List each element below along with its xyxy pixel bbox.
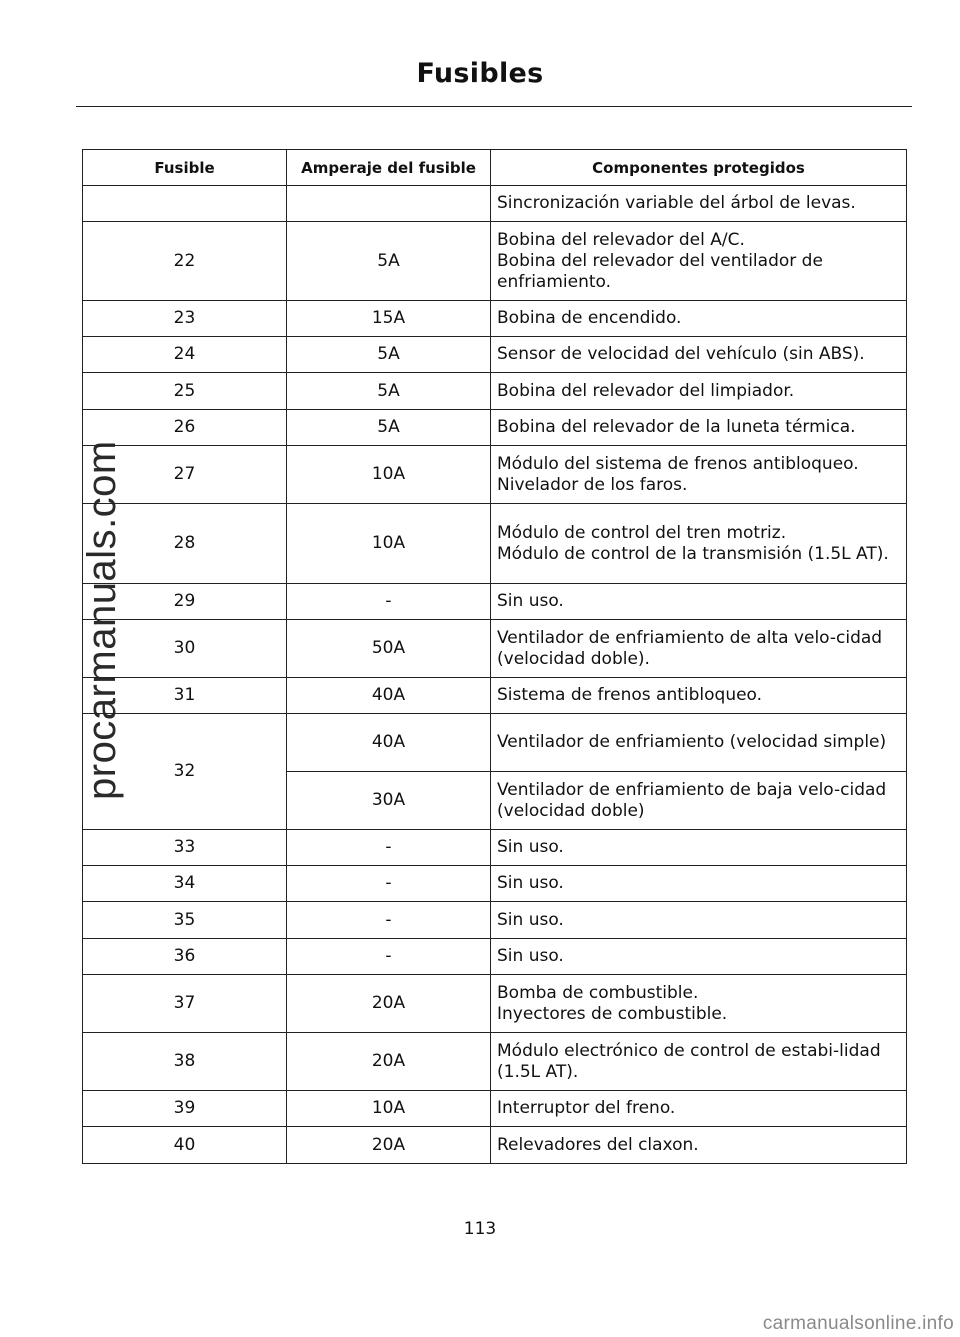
- fuse-number: 30: [83, 620, 287, 678]
- fuse-number: 33: [83, 830, 287, 866]
- protected-components: Módulo del sistema de frenos antibloqueo. Nivelador de los faros.: [491, 446, 907, 504]
- table-row: [83, 410, 907, 446]
- table-row: [83, 830, 907, 866]
- fuse-table: [82, 149, 907, 1164]
- table-row: [83, 620, 907, 678]
- table-row: [83, 504, 907, 584]
- fuse-number: 38: [83, 1033, 287, 1091]
- fuse-number: 23: [83, 301, 287, 337]
- protected-components: Bobina del relevador del A/C. Bobina del relevador del ventilador de enfriamiento.: [491, 222, 907, 301]
- fuse-number: 22: [83, 222, 287, 301]
- table-row: [83, 186, 907, 222]
- table-row: [83, 446, 907, 504]
- fuse-amperage: 10A: [287, 504, 491, 584]
- fuse-number: 40: [83, 1127, 287, 1164]
- side-watermark: procarmanuals.com: [80, 440, 124, 800]
- column-header-amperage: Amperaje del fusible: [287, 150, 491, 186]
- fuse-amperage: -: [287, 830, 491, 866]
- table-row: [83, 1033, 907, 1091]
- protected-components: Bomba de combustible. Inyectores de combustible.: [491, 975, 907, 1033]
- fuse-amperage: 50A: [287, 620, 491, 678]
- page-title: Fusibles: [416, 58, 544, 89]
- fuse-number: 34: [83, 866, 287, 902]
- fuse-amperage: 5A: [287, 222, 491, 301]
- protected-components: Módulo de control del tren motriz. Módulo de control de la transmisión (1.5L AT).: [491, 504, 907, 584]
- table-row: [83, 902, 907, 939]
- table-header-row: [83, 150, 907, 186]
- table-row: [83, 337, 907, 373]
- fuse-amperage: 10A: [287, 1091, 491, 1127]
- fuse-number: 27: [83, 446, 287, 504]
- fuse-amperage: 30A: [287, 772, 491, 830]
- fuse-amperage: 10A: [287, 446, 491, 504]
- fuse-number: 31: [83, 678, 287, 714]
- protected-components: Sin uso.: [491, 939, 907, 975]
- bottom-watermark: carmanualsonline.info: [762, 1313, 954, 1334]
- fuse-amperage: 40A: [287, 714, 491, 772]
- protected-components: Bobina del relevador del limpiador.: [491, 373, 907, 410]
- table-row: [83, 678, 907, 714]
- table-row: [83, 714, 907, 772]
- fuse-number: 26: [83, 410, 287, 446]
- fuse-amperage: -: [287, 902, 491, 939]
- fuse-amperage: 5A: [287, 410, 491, 446]
- column-header-fuse: Fusible: [83, 150, 287, 186]
- protected-components: Interruptor del freno.: [491, 1091, 907, 1127]
- fuse-number: 32: [83, 714, 287, 830]
- table-row: [83, 975, 907, 1033]
- protected-components: Sin uso.: [491, 902, 907, 939]
- table-row: [83, 373, 907, 410]
- fuse-amperage: -: [287, 866, 491, 902]
- table-row: [83, 866, 907, 902]
- table-row: [83, 222, 907, 301]
- table-row: [83, 1091, 907, 1127]
- fuse-amperage: 20A: [287, 1033, 491, 1091]
- protected-components: Ventilador de enfriamiento de alta velo-cidad (velocidad doble).: [491, 620, 907, 678]
- title-divider: [76, 106, 912, 107]
- protected-components: Relevadores del claxon.: [491, 1127, 907, 1164]
- fuse-amperage: 20A: [287, 975, 491, 1033]
- protected-components: Bobina de encendido.: [491, 301, 907, 337]
- fuse-number: 39: [83, 1091, 287, 1127]
- fuse-amperage: 15A: [287, 301, 491, 337]
- table-row: [83, 1127, 907, 1164]
- fuse-number: 28: [83, 504, 287, 584]
- fuse-amperage: -: [287, 584, 491, 620]
- protected-components: Sin uso.: [491, 866, 907, 902]
- fuse-amperage: 40A: [287, 678, 491, 714]
- protected-components: Módulo electrónico de control de estabi-lidad (1.5L AT).: [491, 1033, 907, 1091]
- fuse-number: 29: [83, 584, 287, 620]
- protected-components: Sin uso.: [491, 830, 907, 866]
- fuse-number: [83, 186, 287, 222]
- fuse-number: 35: [83, 902, 287, 939]
- fuse-number: 37: [83, 975, 287, 1033]
- fuse-amperage: 20A: [287, 1127, 491, 1164]
- column-header-components: Componentes protegidos: [491, 150, 907, 186]
- table-row: [83, 301, 907, 337]
- table-row: [83, 584, 907, 620]
- protected-components: Sensor de velocidad del vehículo (sin ABS).: [491, 337, 907, 373]
- protected-components: Sincronización variable del árbol de levas.: [491, 186, 907, 222]
- protected-components: Ventilador de enfriamiento (velocidad simple): [491, 714, 907, 772]
- fuse-number: 25: [83, 373, 287, 410]
- fuse-amperage: -: [287, 939, 491, 975]
- fuse-number: 24: [83, 337, 287, 373]
- protected-components: Ventilador de enfriamiento de baja velo-cidad (velocidad doble): [491, 772, 907, 830]
- protected-components: Sin uso.: [491, 584, 907, 620]
- protected-components: Sistema de frenos antibloqueo.: [491, 678, 907, 714]
- fuse-amperage: 5A: [287, 337, 491, 373]
- fuse-number: 36: [83, 939, 287, 975]
- fuse-amperage: [287, 186, 491, 222]
- fuse-amperage: 5A: [287, 373, 491, 410]
- table-row: [83, 939, 907, 975]
- protected-components: Bobina del relevador de la luneta térmica.: [491, 410, 907, 446]
- page-number: 113: [463, 1219, 497, 1239]
